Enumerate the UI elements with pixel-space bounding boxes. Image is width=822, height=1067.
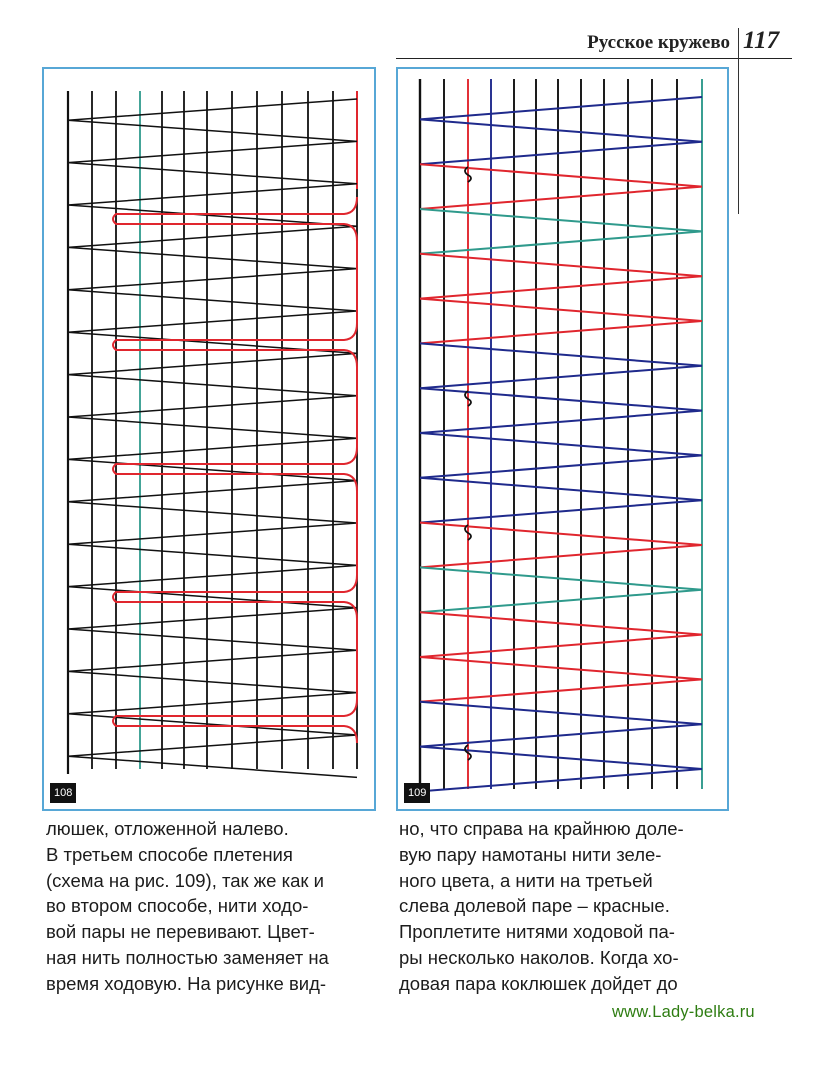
weft-segment bbox=[420, 747, 702, 769]
weft-segment bbox=[420, 231, 702, 253]
text-line: во втором способе, нити ходо- bbox=[46, 895, 309, 917]
running-title: Русское кружево bbox=[587, 32, 730, 53]
text-line: ная нить полностью заменяет на bbox=[46, 946, 329, 968]
weft-segment bbox=[420, 97, 702, 119]
weft-segment bbox=[420, 679, 702, 701]
weft-segment bbox=[420, 343, 702, 365]
text-line: (схема на рис. 109), так же как и bbox=[46, 869, 324, 891]
weft-segment bbox=[420, 567, 702, 589]
weft-segment bbox=[420, 411, 702, 433]
text-line: слева долевой паре – красные. bbox=[399, 895, 670, 917]
text-column-left bbox=[46, 816, 386, 997]
text-line: вой пары не перевивают. Цвет- bbox=[46, 921, 315, 943]
weft-segment bbox=[420, 164, 702, 186]
weft-segment bbox=[420, 769, 702, 791]
weft-segment bbox=[420, 254, 702, 276]
weft-segment bbox=[420, 612, 702, 634]
text-line: но, что справа на крайнюю доле- bbox=[399, 818, 684, 839]
weft-segment bbox=[420, 433, 702, 455]
diagram-108 bbox=[44, 69, 374, 809]
text-column-right bbox=[399, 816, 739, 997]
weft-segment bbox=[420, 523, 702, 545]
weft-segment bbox=[420, 724, 702, 746]
weft-segment bbox=[420, 590, 702, 612]
header-vertical-rule bbox=[738, 28, 739, 214]
weft-segment bbox=[420, 500, 702, 522]
weft-segment bbox=[420, 321, 702, 343]
text-line: время ходовую. На рисунке вид- bbox=[46, 972, 327, 994]
weft-segment bbox=[420, 635, 702, 657]
weft-segment bbox=[420, 276, 702, 298]
weft-segment bbox=[420, 187, 702, 209]
text-line: Проплетите нитями ходовой па- bbox=[399, 921, 675, 943]
header-rule bbox=[396, 58, 792, 59]
weft-zigzag bbox=[68, 99, 357, 777]
weft-segment bbox=[420, 142, 702, 164]
text-line: В третьем способе плетения bbox=[46, 843, 293, 865]
diagram-109 bbox=[398, 69, 727, 809]
weft-segment bbox=[420, 209, 702, 231]
figure-109 bbox=[396, 67, 729, 811]
text-line: ры несколько наколов. Когда хо- bbox=[399, 946, 679, 968]
weft-segment bbox=[420, 702, 702, 724]
text-line: люшек, отложенной налево. bbox=[46, 818, 289, 839]
text-line: ного цвета, а нити на третьей bbox=[399, 869, 653, 891]
text-line: довая пара коклюшек дойдет до bbox=[399, 972, 678, 994]
figure-label-109: 109 bbox=[404, 783, 430, 803]
figure-label-108: 108 bbox=[50, 783, 76, 803]
colored-loop bbox=[113, 575, 357, 619]
weft-segment bbox=[420, 366, 702, 388]
weft-segment bbox=[420, 455, 702, 477]
weft-segment bbox=[420, 119, 702, 141]
text-line: вую пару намотаны нити зеле- bbox=[399, 843, 662, 865]
figure-108 bbox=[42, 67, 376, 811]
weft-segment bbox=[420, 388, 702, 410]
colored-loop bbox=[113, 699, 357, 743]
weft-segment bbox=[420, 478, 702, 500]
page-number: 117 bbox=[743, 27, 780, 54]
weft-segment bbox=[420, 657, 702, 679]
footer-site-link[interactable]: www.Lady-belka.ru bbox=[612, 1003, 755, 1021]
weft-segment bbox=[420, 299, 702, 321]
weft-segment bbox=[420, 545, 702, 567]
